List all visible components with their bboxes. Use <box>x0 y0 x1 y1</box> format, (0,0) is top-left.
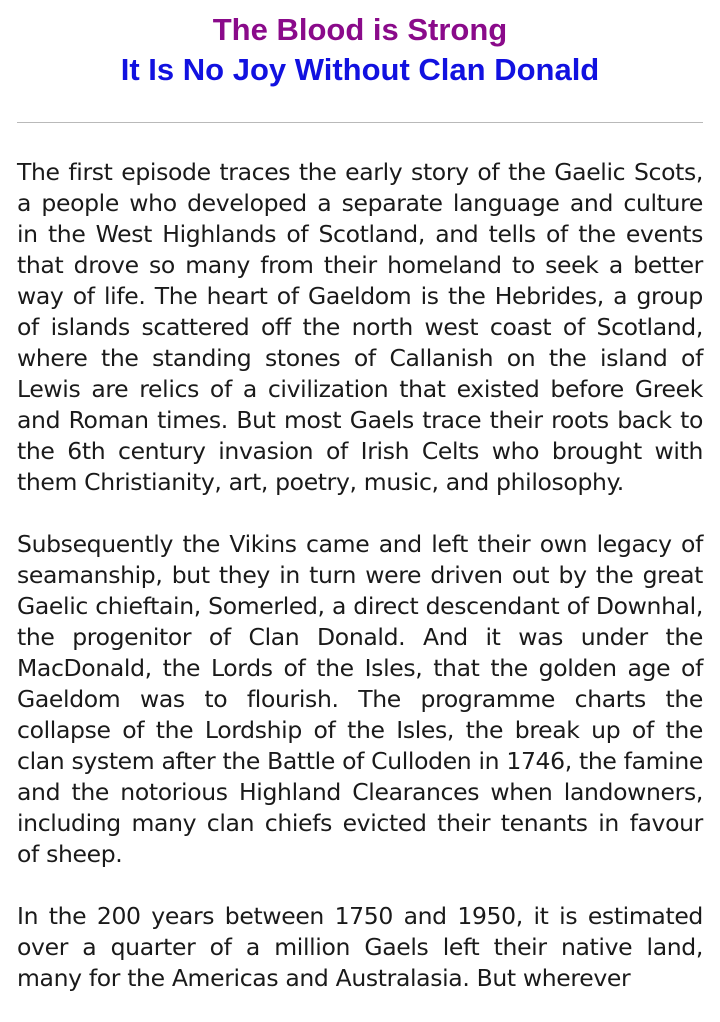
title-divider <box>17 122 703 123</box>
title-block <box>17 0 703 90</box>
article-title: The Blood is Strong <box>212 12 508 47</box>
article-body <box>17 157 703 994</box>
paragraph-1: The first episode traces the early story of the Gaelic Scots, a people who developed a separate language and culture in the West Highlands of Scotland, and tells of the events that drove so many from their homeland to seek a better way of life. The heart of Gaeldom is the Hebrides, a group of islands scattered off the north west coast of Scotland, where the standing stones of Callanish on the island of Lewis are relics of a civilization that existed before Greek and Roman times. But most Gaels trace their roots back to the 6th century invasion of Irish Celts who brought with them Christianity, art, poetry, music, and philosophy. <box>17 158 703 496</box>
article-subtitle: It Is No Joy Without Clan Donald <box>120 52 600 87</box>
paragraph-2: Subsequently the Vikins came and left their own legacy of seamanship, but they in turn were driven out by the great Gaelic chieftain, Somerled, a direct descendant of Downhal, the progenitor of Clan Donald. And it was under the MacDonald, the Lords of the Isles, that the golden age of Gaeldom was to flourish. The programme charts the collapse of the Lordship of the Isles, the break up of the clan system after the Battle of Culloden in 1746, the famine and the notorious Highland Clearances when landowners, including many clan chiefs evicted their tenants in favour of sheep. <box>17 530 703 868</box>
paragraph-3: In the 200 years between 1750 and 1950, it is estimated over a quarter of a million Gaels left their native land, many for the Americas and Australasia. But wherever <box>17 902 703 992</box>
